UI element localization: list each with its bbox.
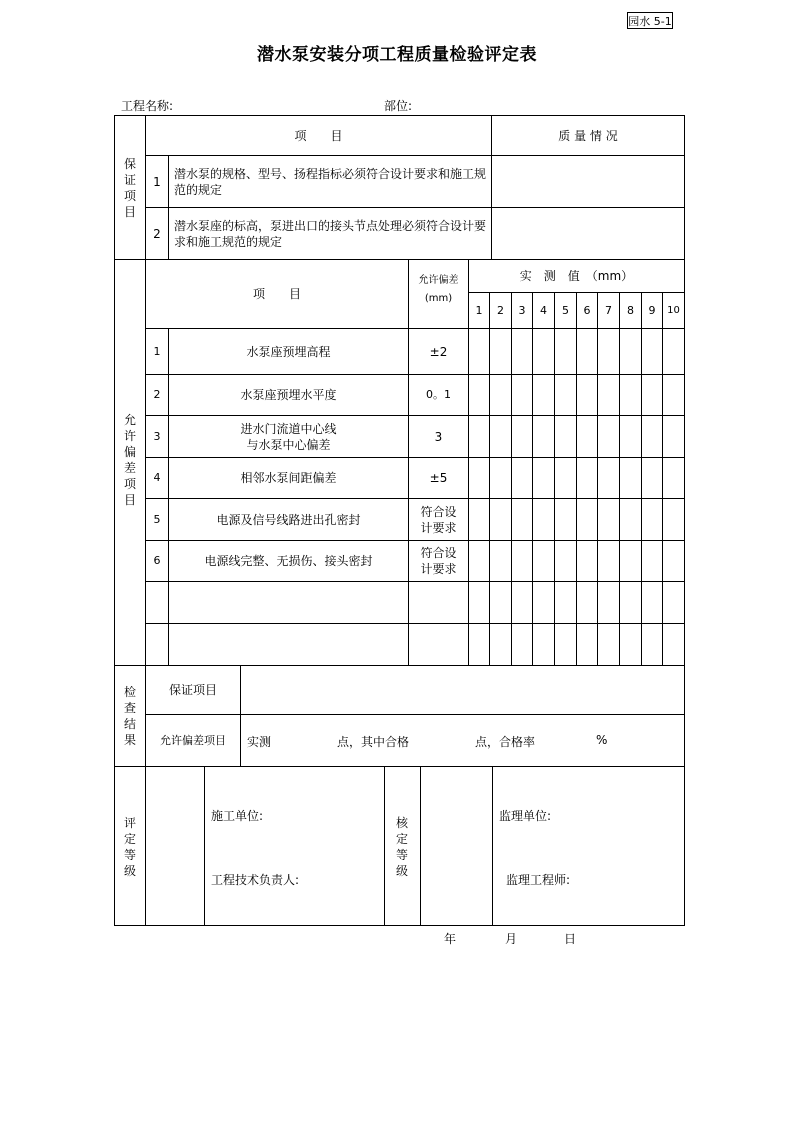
- guarantee-side-label: 保证项目: [123, 157, 136, 219]
- measured-col-header: 7: [605, 303, 612, 317]
- rating-side-label: 评定等级: [123, 816, 136, 878]
- inspection-side-label: 检查结果: [123, 685, 136, 747]
- percent-label: %: [596, 733, 608, 747]
- measured-col-header: 6: [583, 303, 591, 317]
- date-day: 日: [564, 932, 577, 946]
- allowed-row-no: 1: [153, 344, 161, 358]
- allowed-row-no: 5: [153, 512, 161, 526]
- measured-col-header: 5: [562, 303, 569, 317]
- allowed-header-item: 项 目: [252, 287, 301, 301]
- guarantee-row-no: 1: [153, 174, 161, 189]
- allowed-row-no: 6: [153, 554, 161, 567]
- inspection-allowed-label: 允许偏差项目: [160, 733, 226, 747]
- date-year: 年: [444, 932, 457, 946]
- allowed-row-tolerance: 符合设 计要求: [420, 546, 457, 576]
- guarantee-header-quality: 质 量 情 况: [558, 128, 618, 143]
- allowed-row-tolerance: ±5: [429, 471, 448, 485]
- points-pass-label: 点，其中合格: [337, 735, 410, 749]
- allowed-row-item: 电源及信号线路进出孔密封: [216, 512, 361, 527]
- form-number: 园水 5-1: [627, 12, 673, 29]
- supervisor-label: 监理工程师:: [506, 873, 571, 887]
- measured-col-header: 3: [518, 303, 526, 317]
- guarantee-row-text: 潜水泵座的标高，泵进出口的接头节点处理必须符合设计要求和施工规范的规定: [174, 218, 487, 249]
- allowed-row-item: 水泵座预埋高程: [246, 344, 331, 359]
- allowed-row-tolerance: 符合设 计要求: [420, 504, 457, 535]
- measured-col-header: 1: [475, 303, 483, 317]
- measured-col-header: 2: [497, 303, 504, 317]
- allowed-row-tolerance: 3: [434, 429, 443, 444]
- inspection-guarantee-label: 保证项目: [168, 683, 217, 697]
- allowed-row-no: 3: [153, 429, 161, 443]
- construction-unit-label: 施工单位:: [211, 809, 264, 823]
- allowed-row-no: 2: [153, 388, 161, 401]
- allowed-row-tolerance: ±2: [429, 344, 448, 359]
- allowed-header-tolerance-unit: (mm): [424, 293, 453, 304]
- allowed-row-item: 电源线完整、无损伤、接头密封: [204, 554, 373, 568]
- page-title: 潜水泵安装分项工程质量检验评定表: [257, 45, 537, 65]
- allowed-header-measured: 实 测 值 （mm）: [519, 269, 634, 283]
- allowed-row-item: 进水门流道中心线 与水泵中心偏差: [240, 421, 337, 452]
- supervision-unit-label: 监理单位:: [499, 809, 552, 823]
- measured-col-header: 9: [648, 303, 656, 317]
- measured-col-header: 4: [540, 303, 547, 317]
- guarantee-row-no: 2: [153, 226, 161, 241]
- allowed-side-label: 允许偏差项目: [123, 413, 136, 507]
- guarantee-header-item: 项 目: [294, 128, 343, 143]
- measured-col-header: 8: [627, 303, 634, 317]
- date-month: 月: [505, 932, 518, 946]
- allowed-row-item: 水泵座预埋水平度: [240, 388, 337, 402]
- measured-col-header: 10: [667, 304, 680, 316]
- project-name-label: 工程名称:: [121, 99, 174, 113]
- measured-label: 实测: [247, 735, 272, 749]
- allowed-row-item: 相邻水泵间距偏差: [240, 471, 337, 485]
- tech-lead-label: 工程技术负责人:: [211, 873, 300, 887]
- allowed-header-tolerance: 允许偏差: [418, 275, 459, 286]
- guarantee-row-text: 潜水泵的规格、型号、扬程指标必须符合设计要求和施工规范的规定: [174, 166, 487, 197]
- allowed-row-tolerance: 0。1: [426, 388, 451, 401]
- points-rate-label: 点，合格率: [475, 735, 536, 749]
- verify-side-label: 核定等级: [395, 816, 408, 878]
- location-label: 部位:: [384, 99, 413, 113]
- allowed-row-no: 4: [153, 471, 161, 484]
